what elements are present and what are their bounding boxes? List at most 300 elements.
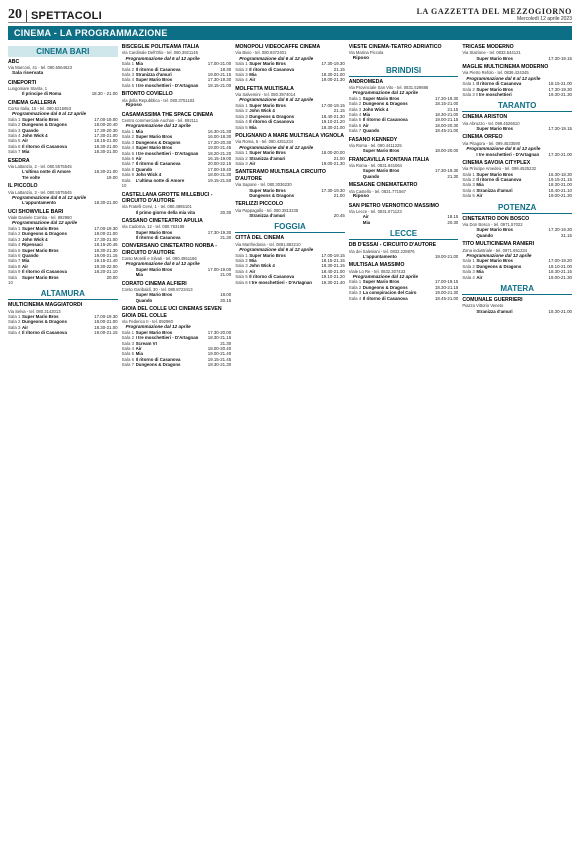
programme-period: Programmazione dal 6 al 12 aprile xyxy=(125,261,200,267)
hall-label: Sala 3 xyxy=(235,263,248,269)
hall-label: Sala 6 xyxy=(121,356,135,362)
listing-columns xyxy=(8,44,572,844)
film-title: Il primo giorno della mia vita xyxy=(135,209,196,215)
venue-name: MONOPOLI VIDEOCAFFÈ CINEMA xyxy=(235,44,321,50)
venue-name: GIOIA DEL COLLE UCI CINEMAS SEVEN GIOIA DEL COLLE xyxy=(121,306,222,319)
film-title: Il ritorno di Casanova xyxy=(22,143,67,149)
film-title: Il principe di Roma xyxy=(22,91,62,97)
showtimes: 17.00-19.20 xyxy=(548,258,572,264)
film-title: John Wick 4 xyxy=(362,106,389,112)
showtimes: 18.00-20.30 xyxy=(434,122,459,128)
venue-address: Viale Daniele Comba - tel. 892960 xyxy=(8,215,72,221)
masthead-left xyxy=(8,8,102,22)
film-title: I tre moschettieri - D'Artagnan xyxy=(249,279,312,285)
cinema-venue xyxy=(462,216,572,238)
film-title: Dungeons & Dragons xyxy=(249,113,295,119)
showtimes: 18.30-21.15 xyxy=(434,284,459,290)
cinema-venue xyxy=(349,262,459,301)
film-title: Super Mario Bros xyxy=(135,229,173,235)
film-title: Air xyxy=(22,138,29,144)
city-heading: FOGGIA xyxy=(235,221,345,233)
hall-label: Sala 7 xyxy=(348,128,362,134)
hall-label: Sala 2 xyxy=(8,319,21,325)
cinema-venue xyxy=(235,169,345,198)
film-title: Air xyxy=(249,268,256,274)
hall-label: Sala 7 xyxy=(121,161,135,167)
showtimes: 17.20-20.30 xyxy=(207,139,232,145)
showtimes: 18.40-21.10 xyxy=(548,187,572,193)
film-title: Super Mario Bros xyxy=(476,55,513,61)
showtimes: 18.15-21.15 xyxy=(321,257,345,263)
film-title: Dungeons & Dragons xyxy=(135,139,181,145)
hall-label xyxy=(349,174,363,179)
cinema-venue xyxy=(349,182,459,200)
venue-address: Via Roma - tel. 080.4411225 xyxy=(348,143,402,149)
film-title: Il ritorno di Casanova xyxy=(249,66,295,72)
showtimes: 20.15 xyxy=(220,297,232,303)
city-heading: TARANTO xyxy=(462,100,572,112)
hall-label: Sala 4 xyxy=(348,295,362,301)
venue-address: Via Lattanzio, 2 - tel. 080.5575545 xyxy=(8,164,72,170)
film-title: Dungeons & Dragons xyxy=(249,192,295,198)
hall-label: Sala 1 xyxy=(235,61,248,67)
film-title: Dungeons & Dragons xyxy=(476,263,522,269)
film-title: I tre moschettieri - D'Artagnan xyxy=(135,335,199,341)
venue-name: CONVERSANO CINETEATRO NORBA - CIRCUITO D'AUTORE xyxy=(121,243,217,256)
hall-label: Sala 3 xyxy=(462,182,475,188)
film-title: Super Mario Bros xyxy=(249,61,286,67)
showtimes: 18.10-21.00 xyxy=(548,263,572,269)
programme-period: Programmazione dal 12 aprile xyxy=(352,90,418,96)
venue-address: Via Sapone - tel. 080.3036230 xyxy=(235,182,292,188)
showtimes: 18.00-20.40 xyxy=(94,122,118,128)
venue-address: Corso Italia, 15 - tel. 080.5215853 xyxy=(8,106,72,112)
cinema-venue xyxy=(462,241,572,280)
hall-label: Sala 4 xyxy=(121,77,135,83)
venue-name: DB D'ESSAI - CIRCUITO D'AUTORE xyxy=(348,242,437,249)
showtimes: 18.00-21.30 xyxy=(207,172,232,178)
hall-label: Sala 4 xyxy=(8,242,21,248)
showtimes: 18.20-21.20 xyxy=(207,150,232,156)
film-title: Il ritorno di Casanova xyxy=(249,119,295,125)
venue-name: ESEDRA xyxy=(8,157,30,164)
film-title: Stranizza d'amuri xyxy=(249,212,286,218)
film-title: Super Mario Bros xyxy=(22,116,59,122)
city-heading: POTENZA xyxy=(462,202,572,214)
venue-name: CINEPORTI xyxy=(8,79,37,86)
film-title: Air xyxy=(476,274,483,280)
film-title: Air xyxy=(249,161,256,167)
showtimes: 18.00 xyxy=(220,292,232,298)
hall-label: Sala 1 xyxy=(235,252,248,258)
film-title: Stranizza d'amuri xyxy=(135,72,172,78)
showtimes: 17.00-19.00 xyxy=(94,116,118,122)
screening-row xyxy=(122,83,232,88)
hall-label: Sala 4 xyxy=(462,187,475,193)
film-title: Tre volte xyxy=(22,174,41,180)
hall-label: Sala 3 xyxy=(462,269,475,275)
film-title: Air xyxy=(476,193,483,199)
hall-label xyxy=(122,298,136,303)
screening-row xyxy=(462,233,572,238)
film-title: Il ritorno di Casanova xyxy=(362,117,408,123)
hall-label: Sala 3 xyxy=(235,72,248,78)
showtimes: 18.30-21.00 xyxy=(94,200,118,206)
showtimes: 17.30-21.00 xyxy=(548,151,572,157)
film-title: Mia xyxy=(249,72,257,78)
showtimes: 17.00-19.15 xyxy=(321,103,345,109)
venue-name: SANTERAMO MULTISALA CIRCUITO D'AUTORE xyxy=(235,169,326,182)
showtimes: 21.30 xyxy=(220,340,232,346)
venue-address: Corso Garibaldi, 30 - tel. 080.8723413 xyxy=(121,287,193,293)
listing-column xyxy=(8,44,118,844)
screening-row xyxy=(462,92,572,97)
showtimes: 18.30-21.00 xyxy=(548,182,572,188)
hall-label xyxy=(462,56,476,61)
listing-column xyxy=(462,44,572,844)
venue-address: Via Manfredonia - tel. 0881.882210 xyxy=(235,241,301,247)
venue-name: UCI SHOWVILLE BARI xyxy=(8,208,64,215)
programme-period: Programmazione dal 6 al 12 aprile xyxy=(12,111,87,117)
showtimes: 17.30-19.15 xyxy=(548,126,572,132)
film-title: John Wick 4 xyxy=(22,236,48,242)
showtimes: 18.15-21.00 xyxy=(548,81,572,87)
film-title: Mia xyxy=(249,124,257,130)
venue-address: Viale Lo Re - tel. 0832.307433 xyxy=(348,268,406,274)
showtimes: 18.30-21.00 xyxy=(94,149,118,155)
cinema-venue xyxy=(8,209,118,286)
showtimes: 16.00-18.30 xyxy=(207,134,232,140)
film-title: Mia xyxy=(135,351,143,357)
showtimes: 17.30-19.30 xyxy=(321,61,345,67)
showtimes: 21.15 xyxy=(333,66,345,72)
showtimes: 18.30-21.15 xyxy=(207,335,232,341)
showtimes: 19.00-21.15 xyxy=(94,330,118,336)
issue-date: Mercoledì 12 aprile 2023 xyxy=(516,16,572,22)
venue-address: Via Cadorna, 12 - tel. 080.763199 xyxy=(121,224,185,230)
film-title: Dungeons & Dragons xyxy=(135,362,181,368)
venue-address: Via Fratelli Cervi, 1 - tel. 080.4965101 xyxy=(121,204,192,210)
hall-label: Sala 5 xyxy=(235,124,248,130)
venue-address: Via Provinciale San Vito - tel. 0831.529886 xyxy=(348,85,429,91)
hall-label: Sala 9 xyxy=(8,269,21,275)
screening-row xyxy=(349,174,459,179)
screening-row xyxy=(8,275,118,286)
film-title: Dungeons & Dragons xyxy=(22,122,67,128)
hall-label: Sala 8 xyxy=(8,263,21,269)
film-title: Mia xyxy=(22,149,30,155)
showtimes: 19.00-21.40 xyxy=(207,351,232,357)
showtimes: 17.30-21.00 xyxy=(94,133,118,139)
cinema-venue xyxy=(462,297,572,314)
hall-label: Sala 2 xyxy=(121,134,135,140)
cinema-venue xyxy=(122,306,232,367)
venue-address: Via Cardinale Dell'Olio - tel. 080.3921145 xyxy=(121,50,198,56)
showtimes: 18.40-21.00 xyxy=(321,268,345,274)
showtimes: 21.15 xyxy=(447,106,459,112)
hall-label: Sala 1 xyxy=(8,116,21,122)
screening-row xyxy=(8,149,118,154)
venue-name: COMUNALE GUERRIERI xyxy=(462,296,523,303)
film-title: Super Mario Bros xyxy=(476,171,513,177)
film-title: L'appuntamento xyxy=(22,200,56,206)
hall-label xyxy=(462,309,476,314)
venue-address: Via dei Salesiani - tel. 0832.228976 xyxy=(348,248,415,254)
screening-row xyxy=(235,193,345,198)
showtimes: 18.15-21.00 xyxy=(434,101,459,107)
hall-label: Sala 1 xyxy=(121,329,135,335)
film-title: Super Mario Bros xyxy=(362,279,400,285)
showtimes: 18.30 - 21.00 xyxy=(91,91,118,97)
showtimes: 17.00-19.30 xyxy=(94,313,118,319)
showtimes: 18.30-21.30 xyxy=(207,362,232,368)
showtimes: 19.30-22.00 xyxy=(94,263,118,269)
hall-label: Sala 4 xyxy=(235,77,248,83)
film-title: L'ultima notte di Amore xyxy=(135,177,185,183)
hall-label xyxy=(462,152,476,157)
hall-label: Sala 3 xyxy=(462,92,475,98)
cinema-venue xyxy=(8,183,118,206)
film-title: Air xyxy=(22,263,29,269)
cinema-venue xyxy=(349,137,459,154)
programme-period: Programmazione dal 6 al 12 aprile xyxy=(239,97,314,103)
venue-name: VIESTE CINEMA-TEATRO ADRIATICO xyxy=(348,44,442,50)
cinema-venue xyxy=(349,157,459,179)
screening-row xyxy=(122,210,232,215)
city-heading: BRINDISI xyxy=(349,65,459,77)
showtimes: 18.00-21.00 xyxy=(94,231,118,237)
venue-name: CINEMA ARISTON xyxy=(462,114,508,121)
hall-label: Sala 10 xyxy=(8,274,17,285)
film-title: Il ritorno di Casanova xyxy=(135,234,181,240)
hall-label: Sala 3 xyxy=(348,290,362,296)
film-title: Super Mario Bros xyxy=(249,252,286,258)
hall-label: Sala 6 xyxy=(235,279,248,285)
film-title: Super Mario Bros xyxy=(135,292,173,298)
hall-label xyxy=(349,220,363,225)
film-title: Quando xyxy=(362,128,380,134)
hall-label: Sala 1 xyxy=(462,81,475,87)
hall-label: Sala 7 xyxy=(121,362,135,368)
showtimes: 17.30-21.00 xyxy=(94,236,118,242)
venue-address: Via Federico II - tel. 892960 xyxy=(121,319,173,325)
venue-name: CINEMA ORFEO xyxy=(462,134,503,141)
hall-label: Sala 6 xyxy=(348,122,362,128)
cinema-venue xyxy=(8,100,118,155)
venue-name: MULTICINEMA MAGGIATORDI xyxy=(8,302,83,309)
showtimes: 19.00-21.30 xyxy=(548,274,572,280)
venue-address: Via Castello - tel. 0831.771567 xyxy=(348,188,406,194)
showtimes: 16.30-18.30 xyxy=(548,171,572,177)
hall-label: Sala 5 xyxy=(8,247,21,253)
film-title: Air xyxy=(135,346,142,352)
hall-label: Sala 2 xyxy=(121,335,135,341)
showtimes: 19.00-21.30 xyxy=(321,161,345,167)
venue-name: CASAMASSIMA THE SPACE CINEMA xyxy=(121,111,214,118)
film-title: La conspiracion del Cairo xyxy=(362,290,417,296)
film-title: Mia xyxy=(362,112,371,118)
cinema-venue xyxy=(235,44,345,83)
showtimes: 18.45-21.00 xyxy=(434,128,459,134)
venue-name: FRANCAVILLA FONTANA ITALIA xyxy=(348,156,430,163)
showtimes: 17.00-19.00 xyxy=(207,266,232,272)
showtimes: 18.30-21.00 xyxy=(321,124,345,130)
city-heading: ALTAMURA xyxy=(8,288,118,300)
film-title: Super Mario Bros xyxy=(362,95,400,101)
cinema-venue xyxy=(462,160,572,199)
hall-label: Sala 2 xyxy=(235,66,248,72)
screening-row xyxy=(235,280,345,285)
hall-label xyxy=(235,213,249,218)
showtimes: 19.30-21.40 xyxy=(321,279,345,285)
showtimes: 17.00-19.15 xyxy=(321,252,345,258)
venue-name: MAGLIE MULTICINEMA MODERNO xyxy=(462,64,549,71)
cinema-venue xyxy=(122,281,232,303)
cinema-venue xyxy=(349,203,459,225)
screening-row xyxy=(462,275,572,280)
showtimes: 17.30-19.15 xyxy=(548,55,572,61)
film-title: Dungeons & Dragons xyxy=(362,101,408,107)
programme-period: Programmazione dal 12 aprile xyxy=(125,324,191,330)
cinema-venue xyxy=(349,242,459,259)
cinema-venue xyxy=(8,80,118,97)
cinema-venue xyxy=(122,112,232,189)
film-title: Dungeons & Dragons xyxy=(362,284,408,290)
film-title: I tre moschettieri xyxy=(476,92,512,98)
cinema-venue xyxy=(235,86,345,130)
cinema-venue xyxy=(122,192,232,215)
venue-address: Via Selva - tel. 080.3142013 xyxy=(8,308,61,314)
programme-period: Programmazione dal 12 aprile xyxy=(466,252,532,258)
venue-address: Via Roma, 5 - tel. 080.4251234 xyxy=(235,139,294,145)
venue-name: CORATO CINEMA ALFIERI xyxy=(121,280,187,287)
masthead-right xyxy=(417,7,572,22)
cinema-venue xyxy=(8,302,118,335)
screening-row xyxy=(235,161,345,166)
screening-row xyxy=(462,309,572,314)
showtimes: 19.00-21.30 xyxy=(548,193,572,199)
hall-label: Sala 4 xyxy=(235,119,248,125)
venue-address: Lungomare Starita, 1 xyxy=(8,86,48,92)
hall-label xyxy=(8,175,22,180)
showtimes: 19.00 xyxy=(106,174,118,180)
hall-label: Sala 4 xyxy=(235,268,248,274)
film-title: Mia xyxy=(362,219,371,225)
cinema-venue xyxy=(235,201,345,218)
venue-name: CINEMA SAVOIA CITYPLEX xyxy=(462,160,531,167)
film-title: Il ritorno di Casanova xyxy=(22,269,67,275)
film-title: Super Mario Bros xyxy=(249,187,286,193)
city-heading: MATERA xyxy=(462,283,572,295)
film-title: Scream VI xyxy=(135,340,157,346)
venue-note: Riposo xyxy=(125,102,142,108)
hall-label: Sala 2 xyxy=(348,284,362,290)
film-title: Super Mario Bros xyxy=(476,258,513,264)
film-title: Air xyxy=(249,77,256,83)
screening-row xyxy=(8,175,118,180)
film-title: Il ritorno di Casanova xyxy=(135,356,181,362)
showtimes: 17.30-19.30 xyxy=(207,229,232,235)
film-title: Super Mario Bros xyxy=(476,86,513,92)
venue-address: Via Principe Amedeo - tel. 099.4525232 xyxy=(462,166,537,172)
hall-label: Sala 1 xyxy=(462,258,475,264)
showtimes: 18.30-21.00 xyxy=(321,72,345,78)
film-title: Quando xyxy=(135,297,153,303)
film-title: Air xyxy=(362,214,369,220)
film-title: Dungeons & Dragons xyxy=(22,231,67,237)
film-title: Air xyxy=(135,156,142,162)
venue-address: Via Lattanzio, 2 - tel. 080.5575545 xyxy=(8,189,72,195)
film-title: Super Mario Bros xyxy=(135,134,173,140)
showtimes: 19.10-21.20 xyxy=(321,119,345,125)
showtimes: 19.00-21.00 xyxy=(434,253,459,259)
venue-name: CASTELLANA GROTTE MILLEBUCI - CIRCUITO D'AUTORE xyxy=(121,191,213,204)
venue-note: Riposo xyxy=(352,55,370,61)
cinema-venue xyxy=(122,218,232,240)
film-title: Super Mario Bros xyxy=(135,145,173,151)
film-title: John Wick 4 xyxy=(249,108,275,114)
film-title: Super Mario Bros xyxy=(135,77,173,83)
screening-row xyxy=(235,213,345,218)
hall-label: Sala 5 xyxy=(348,117,362,123)
screening-row xyxy=(122,298,232,303)
cinema-venue xyxy=(462,134,572,157)
film-title: I tre moschettieri - D'Artagnan xyxy=(135,82,199,88)
section-title: SPETTACOLI xyxy=(31,10,102,22)
showtimes: 19.15-21.50 xyxy=(207,177,232,183)
film-title: Il ritorno di Casanova xyxy=(22,330,67,336)
showtimes: 21.00 xyxy=(333,155,345,161)
showtimes: 18.20-21.10 xyxy=(94,269,118,275)
venue-name: ABC xyxy=(8,59,20,65)
venue-name: IL PICCOLO xyxy=(8,183,38,190)
film-title: Quando xyxy=(22,127,39,133)
venue-name: CASSANO CINETEATRO APULIA xyxy=(121,217,203,224)
showtimes: 17.30-19.30 xyxy=(434,168,459,174)
cinema-venue xyxy=(349,44,459,62)
screening-row xyxy=(8,200,118,205)
film-title: Il ritorno di Casanova xyxy=(476,177,522,183)
hall-label: Sala 4 xyxy=(8,330,21,336)
showtimes: 18.15-21.00 xyxy=(207,82,232,88)
showtimes: 19.00-21.15 xyxy=(207,72,232,78)
film-title: L'appuntamento xyxy=(362,253,397,259)
showtimes: 18.15-21.00 xyxy=(94,138,118,144)
hall-label: Sala 1 xyxy=(348,279,362,285)
page-number: 20 xyxy=(8,7,22,22)
showtimes: 17.30-19.30 xyxy=(548,86,572,92)
venue-address: Via Stazione - tel. 0833.544121 xyxy=(462,50,521,56)
film-title: Super Mario Bros xyxy=(362,168,400,174)
showtimes: 17.00-19.15 xyxy=(434,279,459,285)
cinema-venue xyxy=(122,243,232,277)
venue-name: TITO MULTICINEMA RANIERI xyxy=(462,241,535,248)
venue-address: Zona industriale - tel. 0971.651234 xyxy=(462,247,528,253)
showtimes: 18.30-21.15 xyxy=(321,263,345,269)
hall-label: Sala 5 xyxy=(121,351,135,357)
hall-label: Sala 2 xyxy=(348,101,362,107)
hall-label xyxy=(122,272,136,277)
showtimes: 20.00 xyxy=(106,274,118,280)
screening-row xyxy=(122,272,232,277)
showtimes: 19.00-21.15 xyxy=(94,252,118,258)
venue-address: Via Pietro Refolo - tel. 0836.424345 xyxy=(462,70,529,76)
showtimes: 21.30 xyxy=(220,234,232,240)
programme-period: Programmazione dal 6 al 12 aprile xyxy=(466,75,541,81)
hall-label: Sala 4 xyxy=(8,133,21,139)
showtimes: 21.30 xyxy=(447,173,459,179)
hall-label: Sala 1 xyxy=(235,150,248,156)
